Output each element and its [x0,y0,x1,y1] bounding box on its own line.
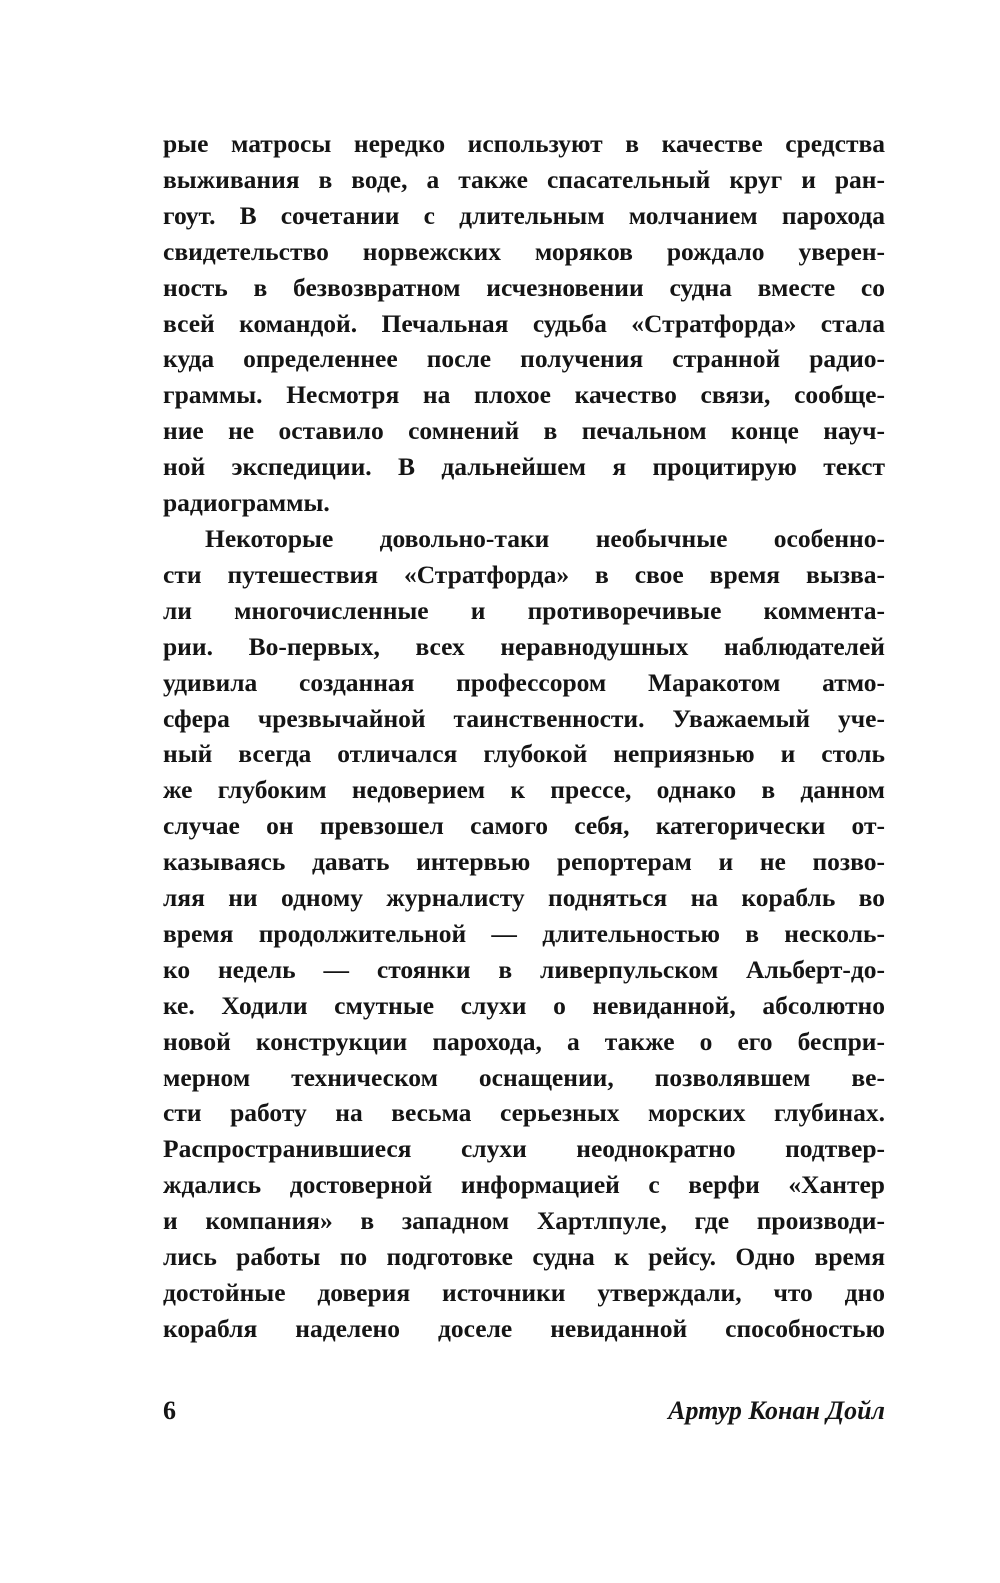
text-line: новой конструкции парохода, а также о его беспри- [163,1026,885,1056]
paragraph [163,521,885,1347]
text-line: сфера чрезвычайной таинственности. Уважаемый уче- [163,703,885,733]
text-line: ляя ни одному журналисту подняться на корабль во [163,883,885,913]
text-line: сти работу на весьма серьезных морских глубинах. [163,1098,885,1128]
text-line: казываясь давать интервью репортерам и не позво- [163,847,885,877]
text-line: рии. Во-первых, всех неравнодушных наблюдателей [163,631,885,661]
page-number: 6 [163,1396,176,1425]
text-line: ли многочисленные и противоречивые коммента- [163,595,885,625]
text-line: ко недель — стоянки в ливерпульском Альберт-до- [163,954,885,984]
text-line: и компания» в западном Хартлпуле, где производи- [163,1206,885,1236]
text-line: время продолжительной — длительностью в несколь- [163,918,885,948]
text-line: всей командой. Печальная судьба «Стратфорда» стала [163,308,885,338]
text-line: корабля наделено доселе невиданной способностью [163,1313,885,1343]
text-line: Распространившиеся слухи неоднократно подтвер- [163,1134,885,1164]
paragraph [163,126,885,521]
text-line: же глубоким недоверием к прессе, однако в данном [163,775,885,805]
text-line: удивила созданная профессором Маракотом атмо- [163,667,885,697]
page-footer [163,1396,885,1426]
text-line: свидетельство норвежских моряков рождало уверен- [163,236,885,266]
text-line: достойные доверия источники утверждали, что дно [163,1278,885,1307]
text-line: случае он превзошел самого себя, категорически от- [163,811,885,841]
text-line: выживания в воде, а также спасательный круг и ран- [163,164,885,194]
text-line: мерном техническом оснащении, позволявшем ве- [163,1062,885,1092]
text-line: гоут. В сочетании с длительным молчанием парохода [163,200,885,230]
running-author: Артур Конан Дойл [668,1396,885,1425]
text-line: ждались достоверной информацией с верфи «Хантер [163,1170,885,1200]
page-text [163,126,885,1347]
text-line: куда определеннее после получения странной радио- [163,344,885,374]
text-line: ке. Ходили смутные слухи о невиданной, абсолютно [163,990,885,1020]
text-line: лись работы по подготовке судна к рейсу. Одно время [163,1242,885,1272]
text-line: ный всегда отличался глубокой неприязнью и столь [163,739,885,769]
text-line: граммы. Несмотря на плохое качество связи, сообще- [163,380,885,410]
text-line: рые матросы нередко используют в качестве средства [163,129,885,158]
text-line: ной экспедиции. В дальнейшем я процитирую текст [163,452,885,482]
text-line: радиограммы. [163,488,330,518]
text-line: ние не оставило сомнений в печальном конце науч- [163,416,885,446]
text-line: сти путешествия «Стратфорда» в свое время вызва- [163,559,885,589]
text-line: Некоторые довольно-таки необычные особенно- [205,523,885,553]
text-line: ность в безвозвратном исчезновении судна вместе со [163,272,885,302]
